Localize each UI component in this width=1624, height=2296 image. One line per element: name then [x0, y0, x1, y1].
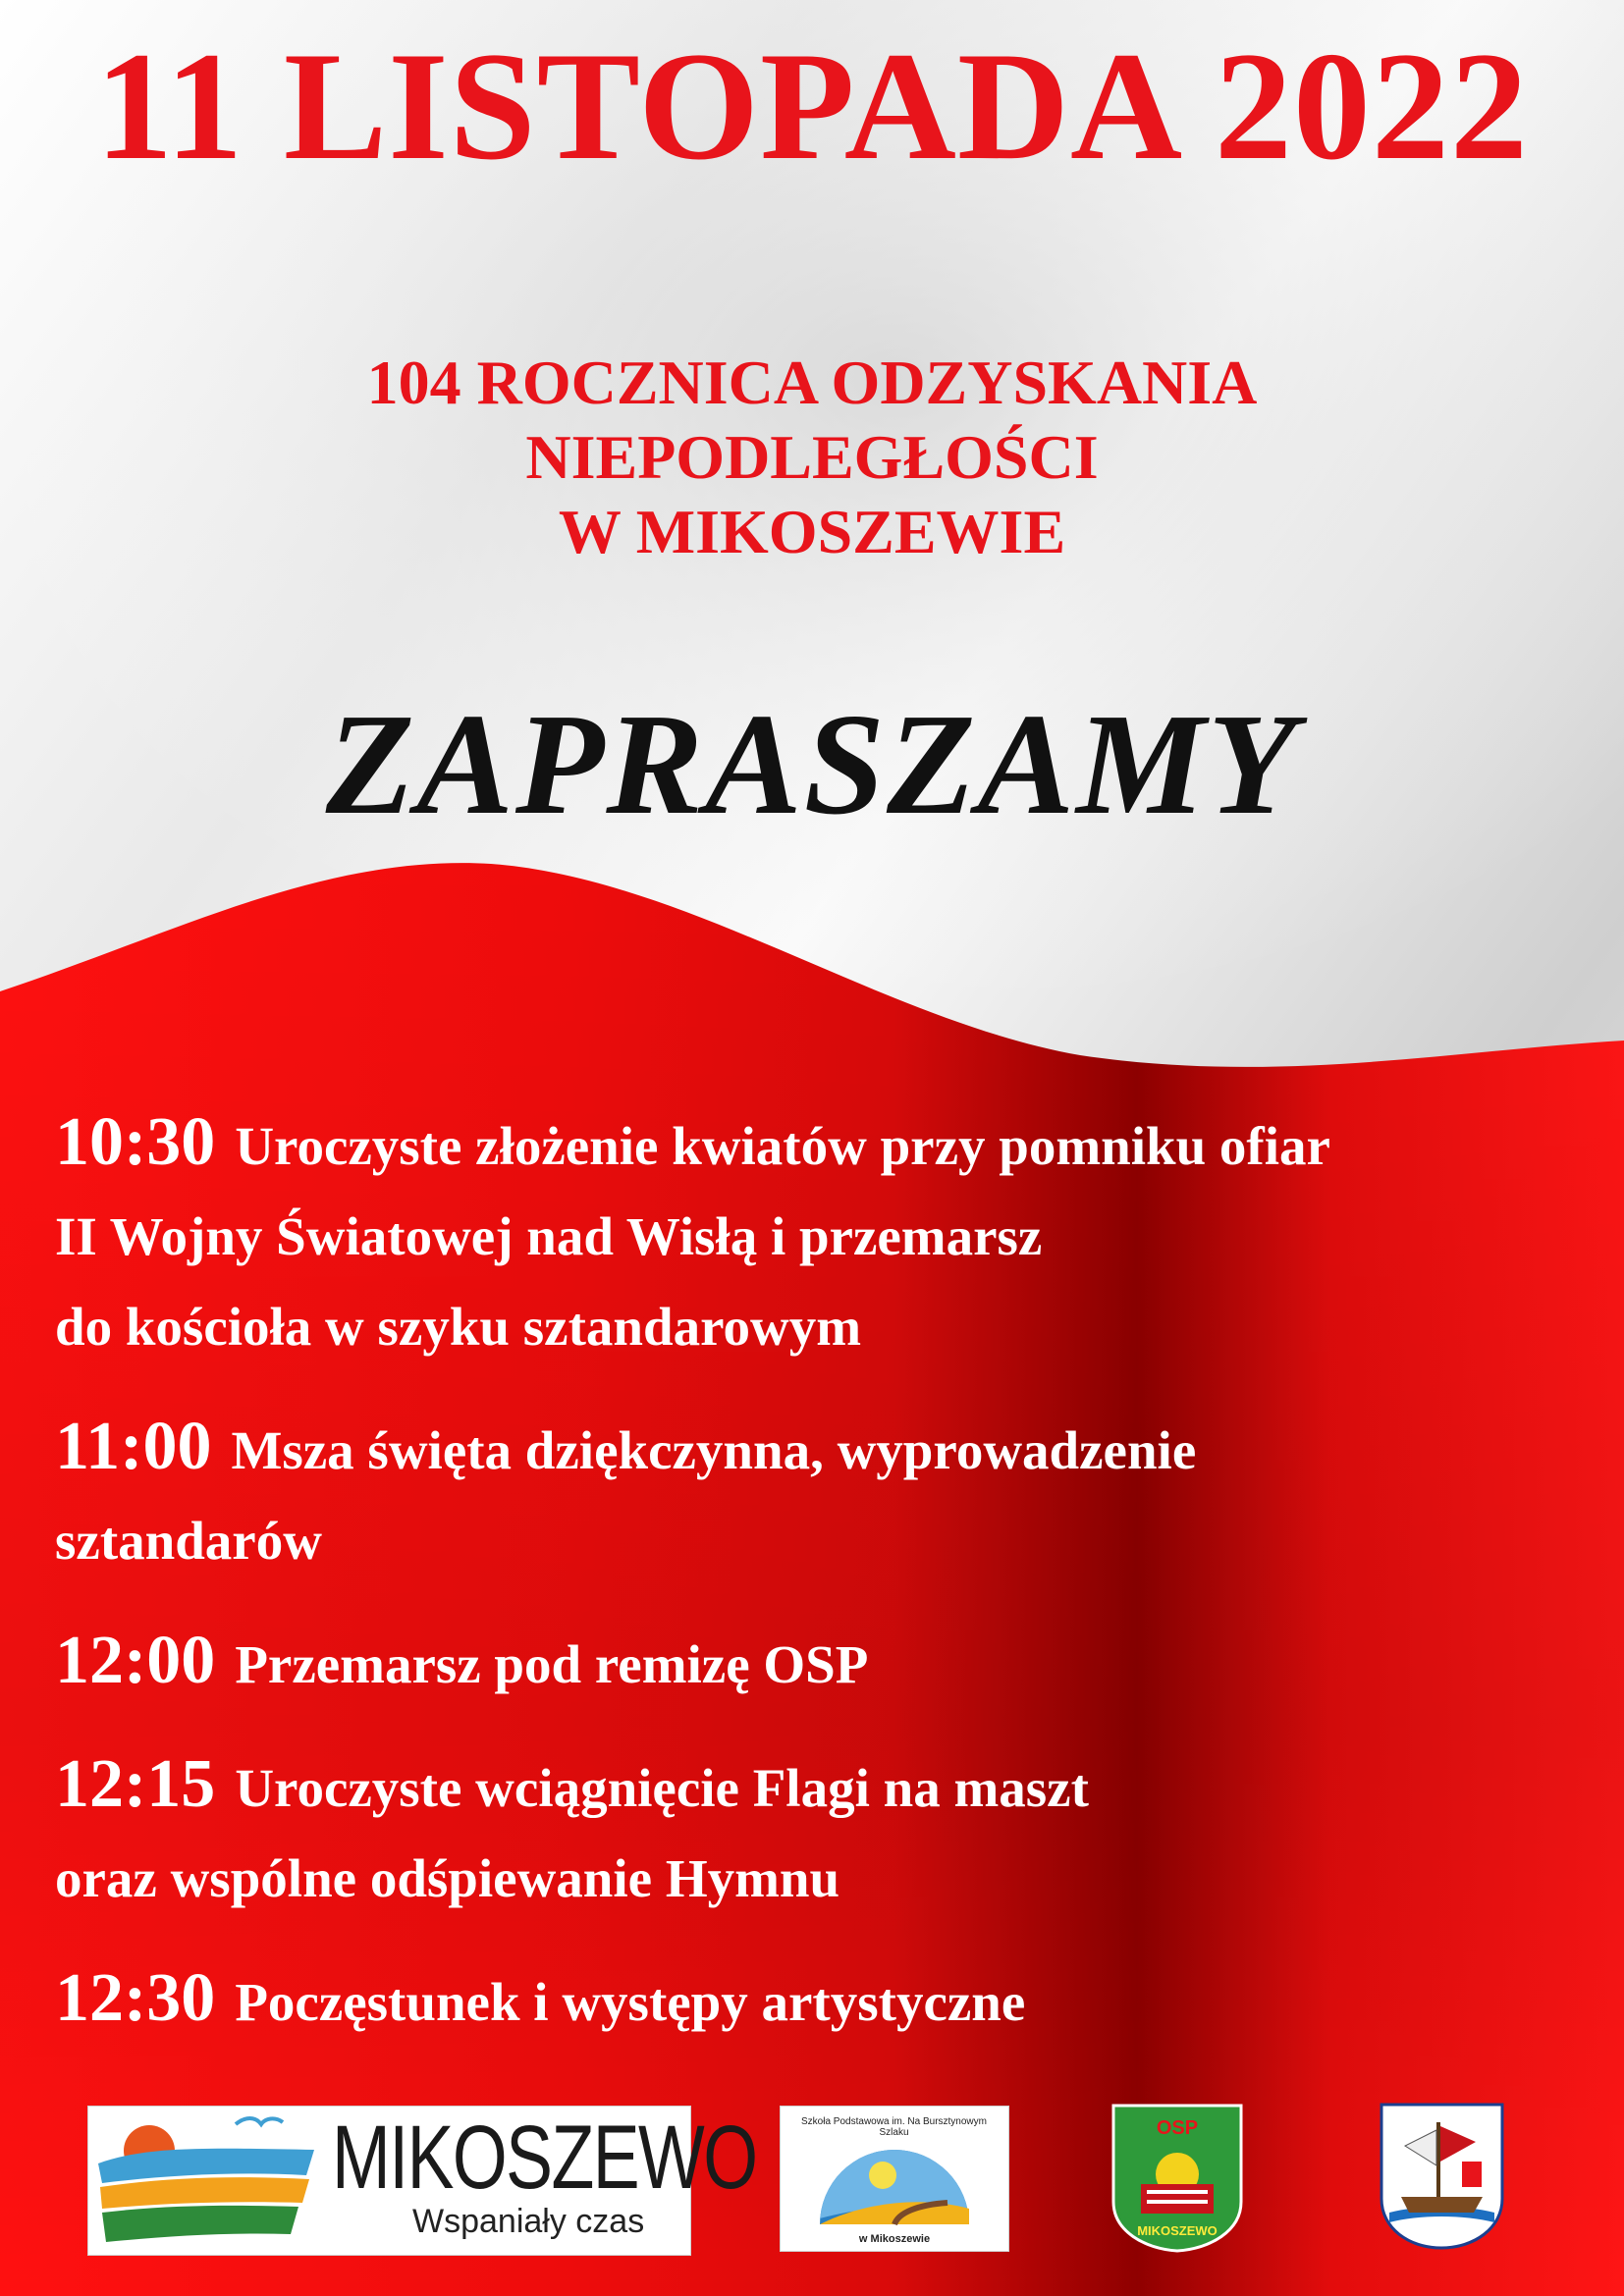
- ship-crest-icon: [1380, 2103, 1504, 2250]
- schedule-item: [55, 1953, 1597, 2048]
- schedule-item: [55, 1616, 1597, 1710]
- invitation-heading: ZAPRASZAMY: [325, 684, 1299, 845]
- osp-label: OSP: [1156, 2117, 1199, 2139]
- schedule-line: [55, 1953, 1597, 2048]
- school-location-text: w Mikoszewie: [858, 2233, 931, 2245]
- schedule-line: [55, 1616, 1597, 1710]
- schedule-line: do kościoła w szyku sztandarowym: [55, 1297, 862, 1357]
- event-date-title: 11 LISTOPADA 2022: [95, 21, 1529, 192]
- schedule-text: Poczęstunek i występy artystyczne: [235, 1972, 1026, 2032]
- event-schedule: [55, 1097, 1597, 2077]
- schedule-time: 12:00: [55, 1623, 216, 1698]
- subtitle-line: NIEPODLEGŁOŚCI: [525, 422, 1099, 493]
- schedule-text: Przemarsz pod remizę OSP: [235, 1634, 869, 1694]
- anniversary-subtitle: [0, 346, 1624, 569]
- school-logo: [780, 2106, 1009, 2252]
- schedule-line: [55, 1739, 1597, 1834]
- schedule-item: [55, 1739, 1597, 1924]
- schedule-time: 11:00: [55, 1409, 212, 1484]
- subtitle-line: 104 ROCZNICA ODZYSKANIA: [366, 347, 1258, 417]
- schedule-text: Uroczyste wciągnięcie Flagi na maszt: [235, 1758, 1089, 1818]
- schedule-text: Uroczyste złożenie kwiatów przy pomniku ofiar: [235, 1116, 1330, 1176]
- mikoszewo-wordmark: MIKOSZEWO: [332, 2108, 757, 2208]
- mikoszewo-tagline: Wspaniały czas: [412, 2203, 645, 2240]
- mikoszewo-logo: [87, 2106, 757, 2256]
- ship-crest-icon: [1380, 2103, 1504, 2250]
- schedule-time: 12:15: [55, 1746, 216, 1822]
- schedule-item: [55, 1097, 1597, 1372]
- schedule-time: 12:30: [55, 1960, 216, 2036]
- subtitle-line: W MIKOSZEWIE: [558, 497, 1066, 567]
- schedule-time: 10:30: [55, 1104, 216, 1180]
- schedule-text: Msza święta dziękczynna, wyprowadzenie: [231, 1420, 1197, 1480]
- schedule-line: sztandarów: [55, 1511, 322, 1571]
- osp-location-label: MIKOSZEWO: [1137, 2223, 1218, 2238]
- schedule-line: II Wojny Światowej nad Wisłą i przemarsz: [55, 1206, 1043, 1266]
- schedule-item: [55, 1402, 1597, 1586]
- schedule-line: [55, 1097, 1597, 1192]
- schedule-line: oraz wspólne odśpiewanie Hymnu: [55, 1848, 840, 1908]
- school-name-text: Szkoła Podstawowa im. Na Bursztynowym Szlaku: [801, 2116, 987, 2138]
- osp-fire-brigade-logo: [1111, 2104, 1243, 2253]
- schedule-line: [55, 1402, 1597, 1496]
